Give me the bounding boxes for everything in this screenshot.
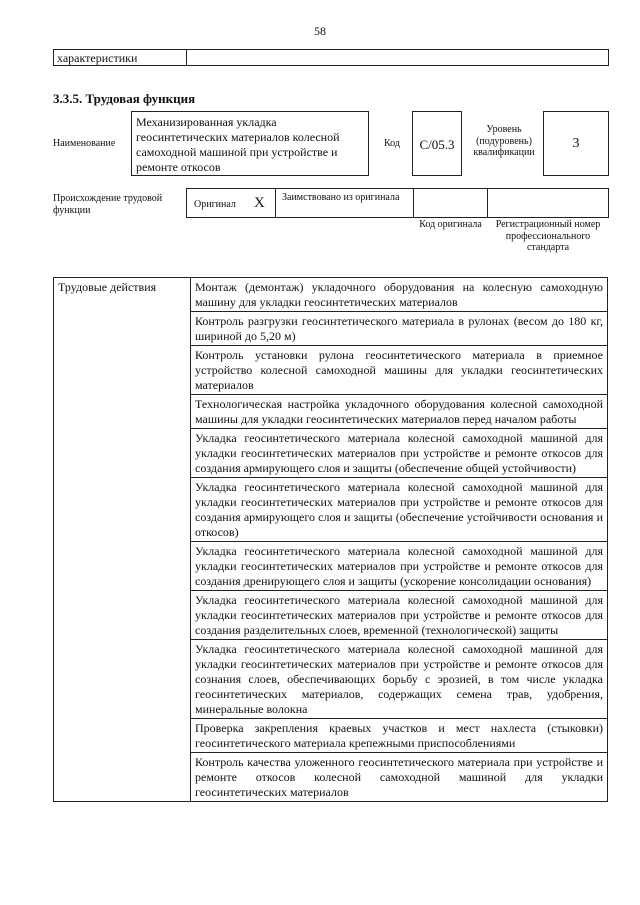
name-label: Наименование: [53, 138, 116, 149]
code-value-cell: [412, 111, 462, 176]
original-label: Оригинал: [194, 199, 236, 210]
labor-action-item: Укладка геосинтетического материала колесной самоходной машиной для укладки геосинтетических материалов при устройстве и ремонте откосов для создания дренирующего слоя и защиты (ускорение консолидации основания): [191, 542, 608, 591]
name-value: Механизированная укладка геосинтетических материалов колесной самоходной машиной при устройстве и ремонте откосов: [136, 115, 340, 174]
original-mark: X: [254, 195, 265, 211]
code-label: Код: [384, 138, 400, 149]
labor-action-item: Укладка геосинтетического материала колесной самоходной машиной для укладки геосинтетических материалов при устройстве и ремонте откосов для создания армирующего слоя и защиты (обеспечение устойчивости основания и откосов): [191, 478, 608, 542]
registration-number-caption: Регистрационный номер профессионального стандарта: [495, 219, 601, 253]
characteristics-label-cell: [53, 49, 187, 66]
original-cell: [186, 188, 276, 218]
code-value: С/05.3: [419, 137, 455, 152]
page-number: 58: [314, 24, 326, 38]
characteristics-label: характеристики: [57, 51, 138, 65]
registration-number-cell: [487, 188, 609, 218]
section-title: 3.3.5. Трудовая функция: [53, 91, 196, 106]
borrowed-cell: [275, 188, 414, 218]
labor-actions-table: [53, 277, 608, 802]
characteristics-value-cell: [186, 49, 609, 66]
labor-actions-label: Трудовые действия: [54, 278, 191, 802]
labor-action-item: Контроль качества уложенного геосинтетического материала при устройстве и ремонте откосов колесной самоходной машиной для укладки геосинтетических материалов: [191, 753, 608, 802]
labor-action-item: Укладка геосинтетического материала колесной самоходной машиной для укладки геосинтетических материалов при устройстве и ремонте откосов для сознания слоев, обеспечивающих борьбу с эрозией, в том числе укладка геосинтетических материалов, содержащих семена трав, удобрения, минеральные волокна: [191, 640, 608, 719]
labor-action-item: Контроль установки рулона геосинтетического материала в приемное устройство колесной самоходной машины для укладки геосинтетических материалов: [191, 346, 608, 395]
labor-action-item: Укладка геосинтетического материала колесной самоходной машиной для укладки геосинтетических материалов при устройстве и ремонте откосов для создания армирующего слоя и защиты (обеспечение общей устойчивости): [191, 429, 608, 478]
labor-action-item: Контроль разгрузки геосинтетического материала в рулонах (весом до 180 кг, шириной до 5,20 м): [191, 312, 608, 346]
name-value-cell: [131, 111, 369, 176]
level-value-cell: [543, 111, 609, 176]
labor-action-item: Укладка геосинтетического материала колесной самоходной машиной для укладки геосинтетических материалов при устройстве и ремонте откосов для создания разделительных слоев, временной (технологической) защиты: [191, 591, 608, 640]
borrowed-label: Заимствовано из оригинала: [282, 192, 400, 203]
labor-action-item: Проверка закрепления краевых участков и мест нахлеста (стыковки) геосинтетического материала крепежными приспособлениями: [191, 719, 608, 753]
table-row: [54, 278, 608, 312]
level-label: Уровень (подуровень) квалификации: [473, 124, 535, 158]
origin-label: Происхождение трудовой функции: [53, 193, 163, 216]
original-code-caption: Код оригинала: [419, 219, 482, 230]
level-value: 3: [572, 136, 580, 151]
labor-action-item: Монтаж (демонтаж) укладочного оборудования на колесную самоходную машину для укладки геосинтетических материалов: [191, 278, 608, 312]
original-code-cell: [413, 188, 488, 218]
labor-action-item: Технологическая настройка укладочного оборудования колесной самоходной машины для укладки геосинтетических материалов перед началом работы: [191, 395, 608, 429]
